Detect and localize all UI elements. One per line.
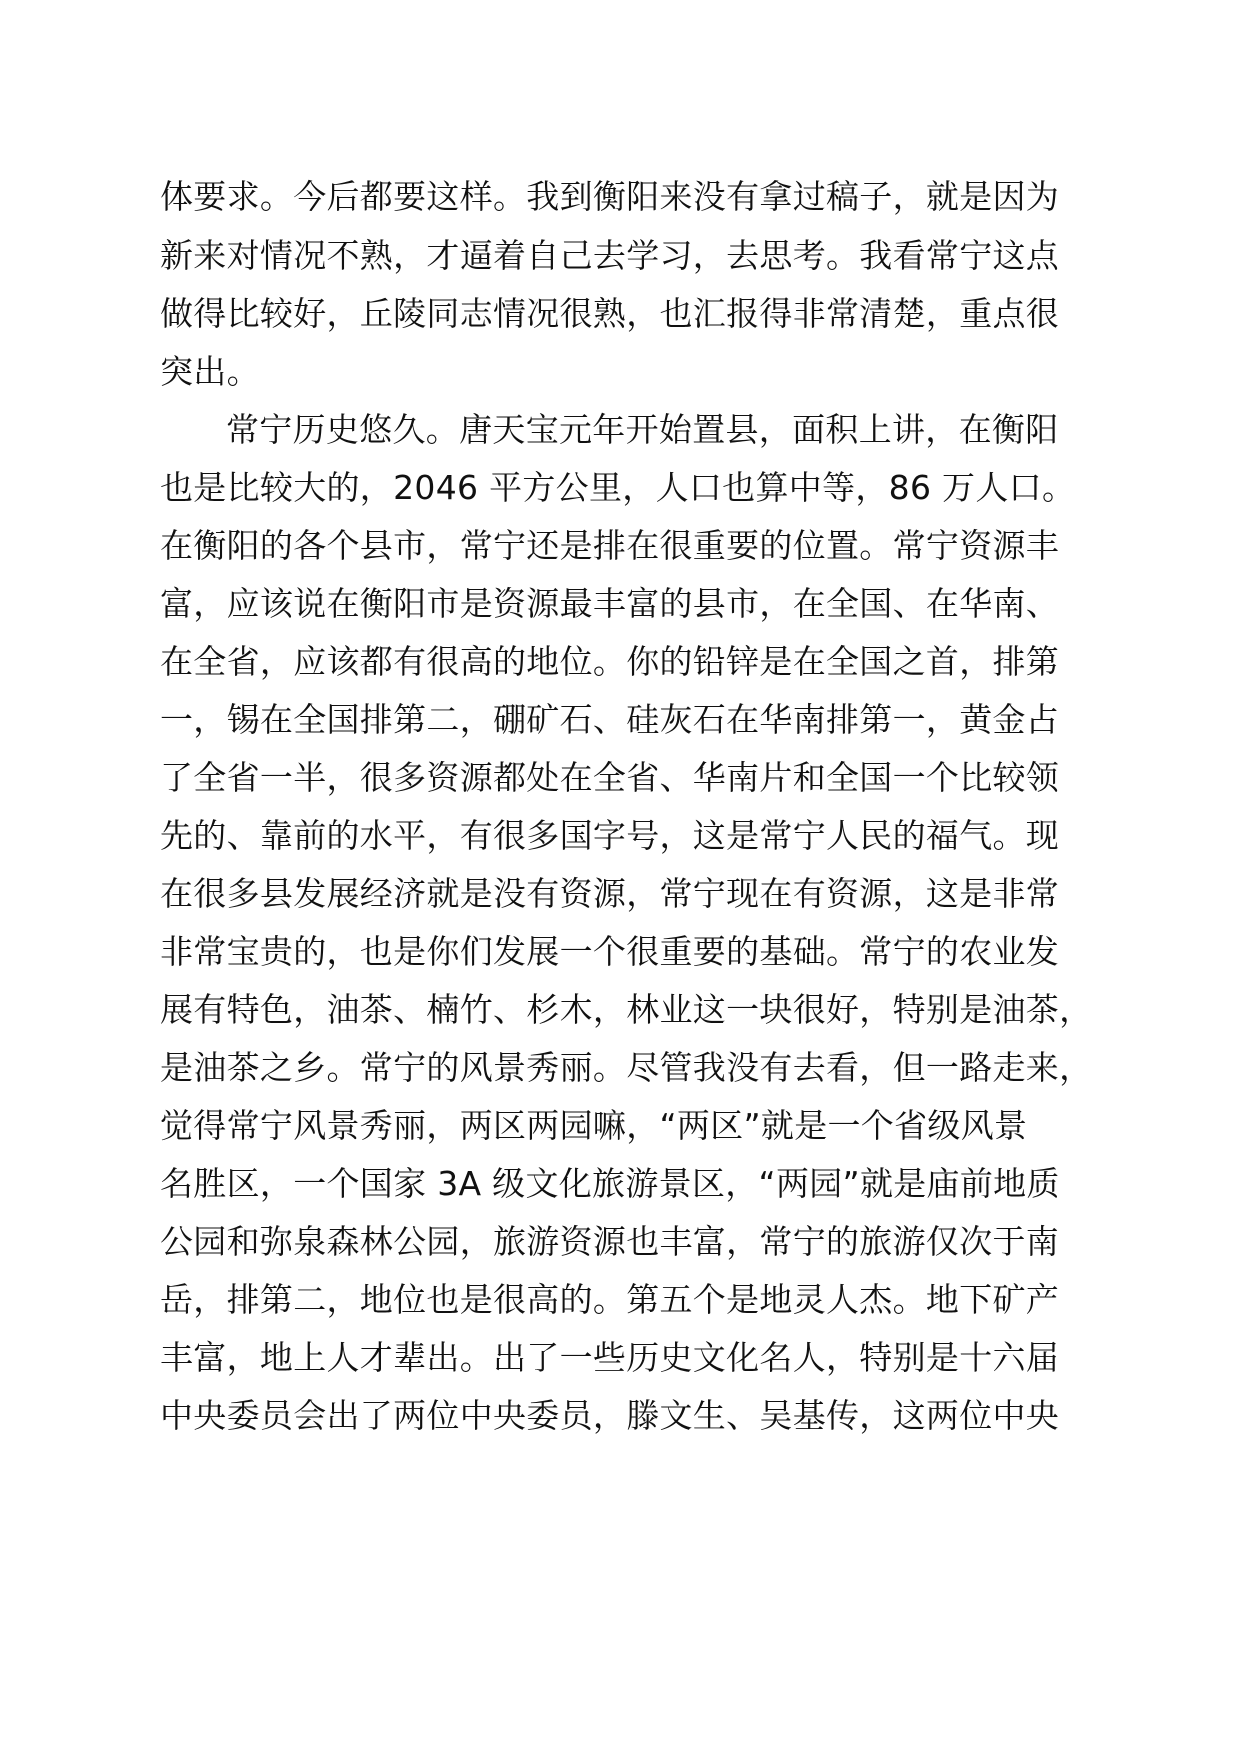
text-line: 中央委员会出了两位中央委员，滕文生、吴基传，这两位中央 bbox=[160, 1396, 1060, 1435]
text-line: 非常宝贵的，也是你们发展一个很重要的基础。常宁的农业发 bbox=[160, 932, 1060, 971]
text-line: 也是比较大的，2046 平方公里，人口也算中等，86 万人口。 bbox=[160, 468, 1076, 507]
text-line: 公园和弥泉森林公园，旅游资源也丰富，常宁的旅游仅次于南 bbox=[160, 1222, 1060, 1261]
text-line: 做得比较好，丘陵同志情况很熟，也汇报得非常清楚，重点很 bbox=[160, 294, 1060, 333]
text-line: 一，锡在全国排第二，硼矿石、硅灰石在华南排第一，黄金占 bbox=[160, 700, 1060, 739]
paragraph-first-line: 常宁历史悠久。唐天宝元年开始置县，面积上讲，在衡阳 bbox=[226, 410, 1059, 449]
text-line: 在很多县发展经济就是没有资源，常宁现在有资源，这是非常 bbox=[160, 874, 1060, 913]
text-line: 先的、靠前的水平，有很多国字号，这是常宁人民的福气。现 bbox=[160, 816, 1060, 855]
text-line: 丰富，地上人才辈出。出了一些历史文化名人，特别是十六届 bbox=[160, 1338, 1060, 1377]
text-line: 在衡阳的各个县市，常宁还是排在很重要的位置。常宁资源丰 bbox=[160, 526, 1060, 565]
text-line: 了全省一半，很多资源都处在全省、华南片和全国一个比较领 bbox=[160, 758, 1060, 797]
text-line: 富，应该说在衡阳市是资源最丰富的县市，在全国、在华南、 bbox=[160, 584, 1060, 623]
text-line: 展有特色，油茶、楠竹、杉木，林业这一块很好，特别是油茶， bbox=[160, 990, 1093, 1029]
text-line: 是油茶之乡。常宁的风景秀丽。尽管我没有去看，但一路走来， bbox=[160, 1048, 1093, 1087]
text-line: 新来对情况不熟，才逼着自己去学习，去思考。我看常宁这点 bbox=[160, 236, 1060, 275]
text-line: 觉得常宁风景秀丽，两区两园嘛，“两区”就是一个省级风景 bbox=[160, 1106, 1028, 1145]
text-line: 体要求。今后都要这样。我到衡阳来没有拿过稿子，就是因为 bbox=[160, 177, 1060, 216]
text-line: 突出。 bbox=[160, 352, 260, 391]
text-line: 岳，排第二，地位也是很高的。第五个是地灵人杰。地下矿产 bbox=[160, 1280, 1060, 1319]
text-line: 名胜区，一个国家 3A 级文化旅游景区，“两园”就是庙前地质 bbox=[160, 1164, 1060, 1203]
text-line: 在全省，应该都有很高的地位。你的铅锌是在全国之首，排第 bbox=[160, 642, 1060, 681]
